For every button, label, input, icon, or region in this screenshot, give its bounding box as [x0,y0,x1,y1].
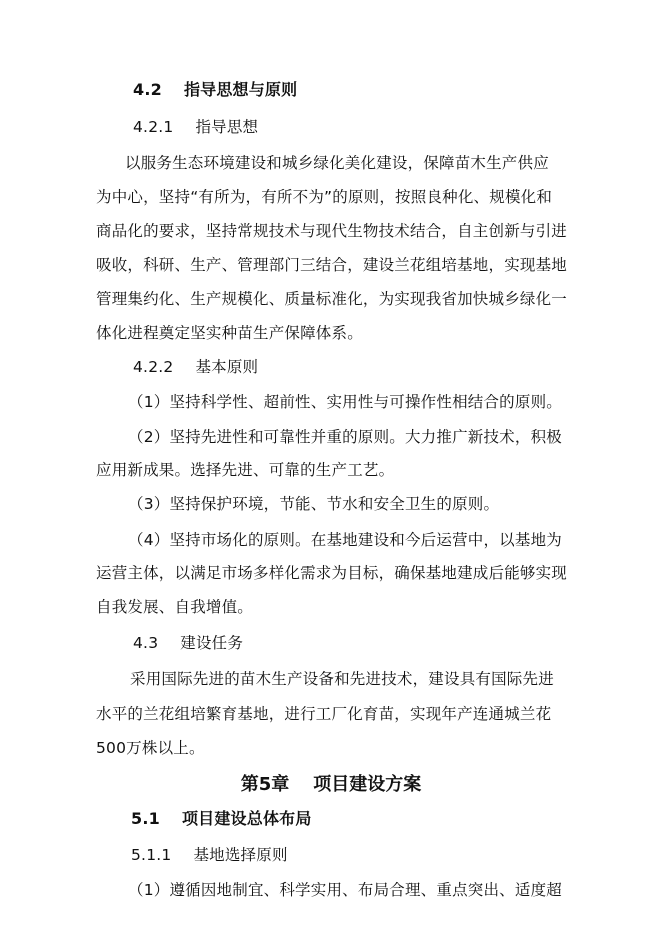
chapter-heading-5 [0,773,662,797]
principle-line: （2）坚持先进性和可靠性并重的原则。大力推广新技术，积极 [128,428,562,446]
section-title: 建设任务 [180,634,244,652]
section-number: 4.2.1 [133,118,174,136]
section-heading-4-2 [133,80,297,100]
chapter-number: 第5章 [240,774,290,795]
principle-line: 自我发展、自我增值。 [96,598,254,616]
section-heading-4-2-1 [133,117,258,137]
section-title: 项目建设总体布局 [181,809,312,828]
section-number: 4.2 [133,80,162,99]
principle-line: （4）坚持市场化的原则。在基地建设和今后运营中，以基地为 [128,531,562,549]
section-title: 指导思想与原则 [183,80,298,99]
section-heading-4-2-2 [133,357,258,377]
section-number: 5.1 [131,809,160,828]
section-title: 基地选择原则 [193,846,288,864]
section-title: 指导思想 [195,118,259,136]
paragraph-line: 采用国际先进的苗木生产设备和先进技术，建设具有国际先进 [130,670,554,688]
section-number: 5.1.1 [131,846,172,864]
section-title: 基本原则 [195,358,259,376]
paragraph-line: 500万株以上。 [96,739,205,757]
section-heading-5-1-1 [131,845,288,865]
paragraph-line: 商品化的要求，坚持常规技术与现代生物技术结合，自主创新与引进 [96,222,568,240]
principle-line: 运营主体，以满足市场多样化需求为目标，确保基地建成后能够实现 [96,564,568,582]
paragraph-line: 管理集约化、生产规模化、质量标准化，为实现我省加快城乡绿化一 [96,290,568,308]
section-number: 4.3 [133,634,159,652]
principle-line: （3）坚持保护环境，节能、节水和安全卫生的原则。 [128,495,500,513]
section-number: 4.2.2 [133,358,174,376]
paragraph-line: 为中心，坚持“有所为，有所不为”的原则，按照良种化、规模化和 [96,188,553,206]
paragraph-line: （1）遵循因地制宜、科学实用、布局合理、重点突出、适度超 [128,881,562,899]
paragraph-line: 体化进程奠定坚实种苗生产保障体系。 [96,324,363,342]
paragraph-line: 吸收，科研、生产、管理部门三结合，建设兰花组培基地，实现基地 [96,256,568,274]
paragraph-line: 以服务生态环境建设和城乡绿化美化建设，保障苗木生产供应 [125,154,549,172]
section-heading-5-1 [131,809,312,829]
chapter-title: 项目建设方案 [313,774,422,795]
section-heading-4-3 [133,633,243,653]
principle-line: （1）坚持科学性、超前性、实用性与可操作性相结合的原则。 [128,393,562,411]
principle-line: 应用新成果。选择先进、可靠的生产工艺。 [96,461,395,479]
paragraph-line: 水平的兰花组培繁育基地，进行工厂化育苗，实现年产连通城兰花 [96,705,552,723]
